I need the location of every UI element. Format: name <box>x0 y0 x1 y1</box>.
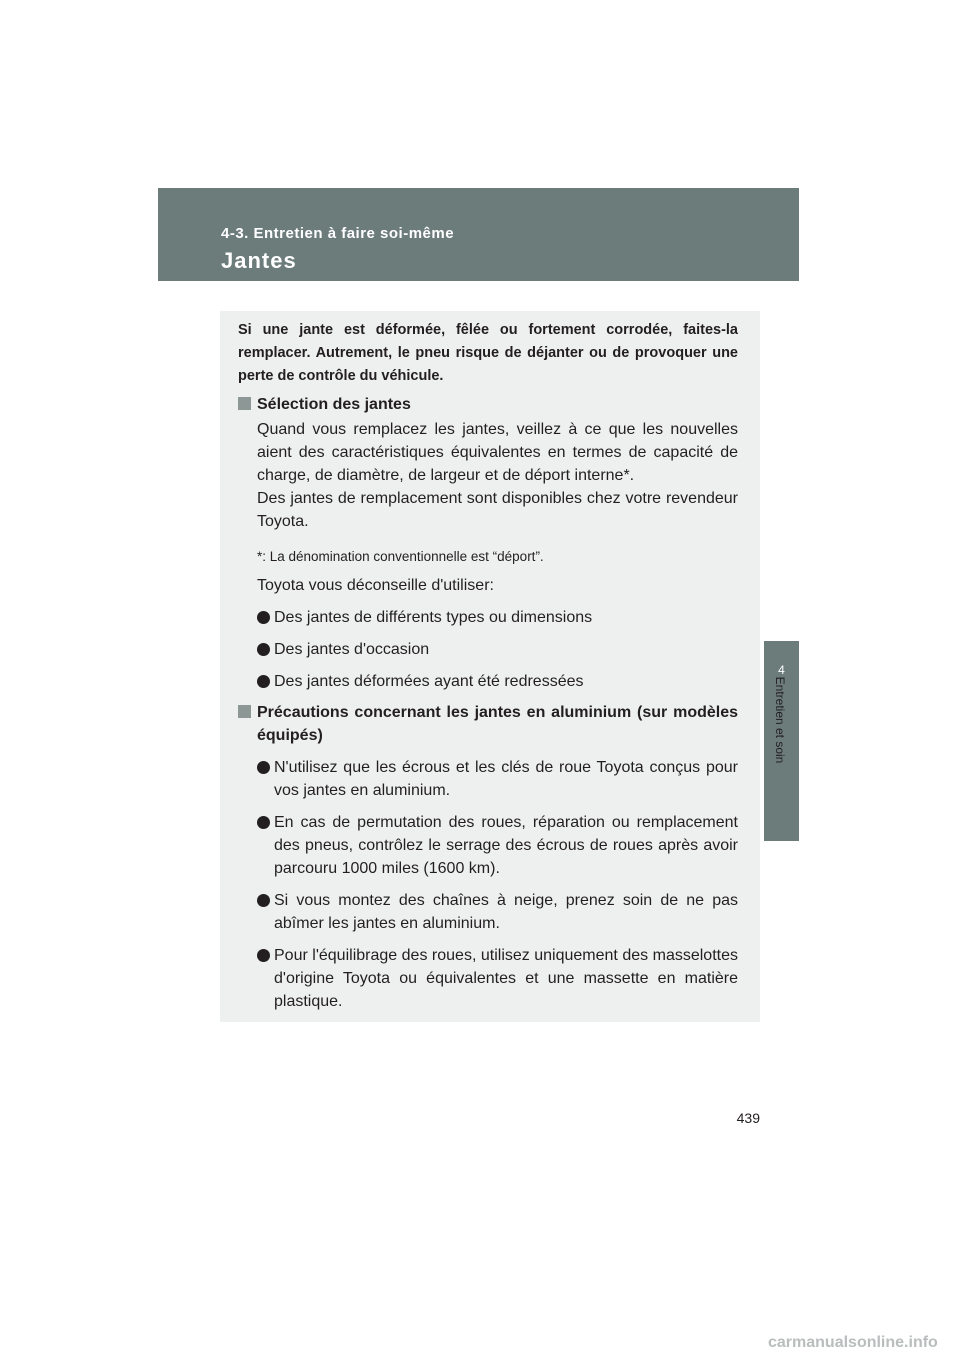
list-item <box>238 889 738 935</box>
content-inner <box>238 319 738 1013</box>
spacer <box>238 693 738 701</box>
body-paragraph: Quand vous remplacez les jantes, veillez à ce que les nouvelles aient des caractéristiques équivalentes en termes de capacité de charge, de diamètre, de largeur et de déport interne*. <box>257 421 738 484</box>
list-item <box>238 606 738 629</box>
bullet-dot-icon <box>257 949 270 962</box>
section-heading-label: Sélection des jantes <box>257 396 411 413</box>
square-bullet-icon <box>238 705 251 718</box>
header-band <box>158 188 799 281</box>
list-item-text: Des jantes d'occasion <box>274 641 430 658</box>
page-number: 439 <box>736 1110 760 1126</box>
bullet-dot-icon <box>257 761 270 774</box>
chapter-number: 4 <box>778 663 785 677</box>
watermark: carmanualsonline.info <box>768 1334 938 1351</box>
bullet-dot-icon <box>257 611 270 624</box>
intro-text: Si une jante est déformée, fêlée ou fortement corrodée, faites-la remplacer. Autrement, le pneu risque de déjanter ou de provoquer une perte de contrôle du véhicule. <box>238 322 738 384</box>
list-item-text: Des jantes de différents types ou dimensions <box>274 609 593 626</box>
list-item-text: Pour l'équilibrage des roues, utilisez uniquement des masselottes d'origine Toyota ou équivalentes et une massette en matière plastique. <box>274 947 738 1010</box>
body-paragraph: Des jantes de remplacement sont disponibles chez votre revendeur Toyota. <box>257 490 738 530</box>
list-item <box>238 670 738 693</box>
list-item-text: Si vous montez des chaînes à neige, prenez soin de ne pas abîmer les jantes en aluminium. <box>274 892 738 932</box>
section-heading-aluminium <box>238 701 738 747</box>
section-label: 4-3. Entretien à faire soi-même <box>221 225 455 242</box>
section-heading-label: Précautions concernant les jantes en aluminium (sur modèles équipés) <box>257 704 738 744</box>
list-item-text: Des jantes déformées ayant été redressées <box>274 673 584 690</box>
list-item-text: N'utilisez que les écrous et les clés de roue Toyota conçus pour vos jantes en aluminium. <box>274 759 738 799</box>
bullet-dot-icon <box>257 894 270 907</box>
list-item <box>238 811 738 880</box>
body-paragraph: Toyota vous déconseille d'utiliser: <box>257 577 494 594</box>
footnote: *: La dénomination conventionnelle est “déport”. <box>257 549 544 564</box>
list-item <box>238 756 738 802</box>
bullet-dot-icon <box>257 816 270 829</box>
bullet-dot-icon <box>257 643 270 656</box>
bullet-dot-icon <box>257 675 270 688</box>
page-title: Jantes <box>221 248 297 273</box>
section-heading-selection <box>238 393 738 416</box>
list-item <box>238 944 738 1013</box>
chapter-label: Entretien et soin <box>773 676 787 764</box>
list-item <box>238 638 738 661</box>
content-box <box>220 311 760 1022</box>
list-item-text: En cas de permutation des roues, réparation ou remplacement des pneus, contrôlez le serrage des écrous de roues après avoir parcouru 1000 miles (1600 km). <box>274 814 738 877</box>
square-bullet-icon <box>238 397 251 410</box>
